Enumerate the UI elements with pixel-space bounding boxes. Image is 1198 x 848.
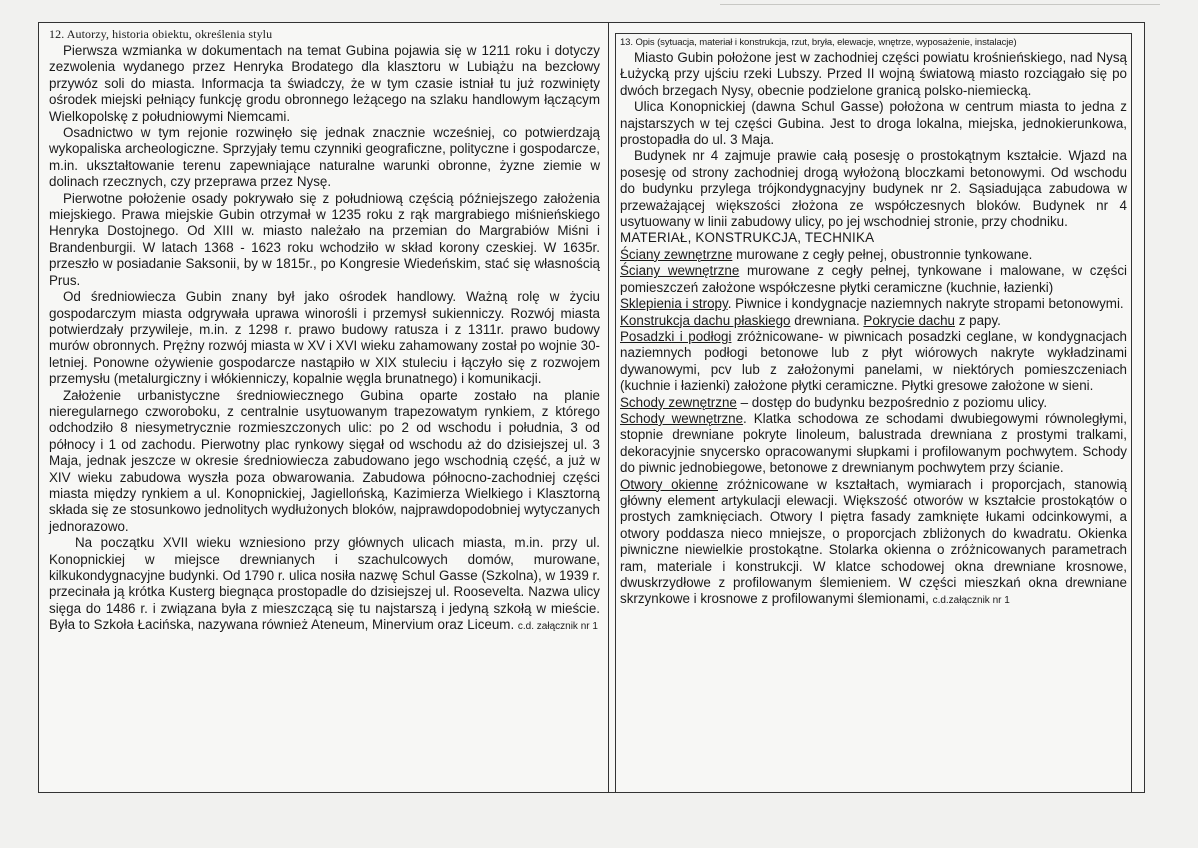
material-item (620, 329, 1127, 395)
material-text: zróżnicowane w kształtach, wymiarach i proporcjach, stanowią główny element artykulacji elewacji. Większość otworów w kształcie prostokątów o prostych zamknięciach. Otwory I piętra fasady zamknięte łukami odcinkowymi, a otwory poddasza nieco mniejsze, o proporcjach zbliżonych do kwadratu. Okienka piwniczne niewielkie prostokątne. Stolarka okienna o zróżnicowanych parametrach ram, materiale i konstrukcji. W klatce schodowej okna drewniane krosnowe, dwuskrzydłowe z profilowanym ślemieniem. W części mieszkań okna drewniane skrzynkowe i krosnowe z profilowanymi ślemionami, (620, 476, 1127, 607)
material-text: zróżnicowane- w piwnicach posadzki ceglane, w kondygnacjach naziemnych podłogi betonowe lub z płyt wiórowych nakryte wykładzinami dywanowymi, pcv lub z założonymi panelami, w niektórych pomieszczeniach (kuchnie i łazienki) założone płytki ceramiczne. Płytki gresowe założone w sieni. (620, 328, 1128, 394)
history-paragraph: Założenie urbanistyczne średniowiecznego Gubina oparte zostało na planie nieregularnego czworoboku, z centralnie usytuowanym trapezowatym rynkiem, z którego odchodziło 8 niesymetrycznie rozmieszczonych ulic: po 2 od wschodu i południa, 3 od północy i 1 od zachodu. Pierwotny plac rynkowy sięgał od wschodu aż do dzisiejszej ul. 3 Maja, jednak jeszcze w okresie średniowiecza zabudowano jego wschodnią część, a już w XIV wieku zabudowa wyszła poza obwarowania. Zabudowa północno-zachodniej części miasta między rynkiem a ul. Konopnickiej, Jagiellońską, Kazimierza Wielkiego i Klasztorną składa się ze stosunkowo jednolitych wydłużonych bloków, najprawdopodobniej wytyczanych jednorazowo. (49, 387, 600, 534)
material-term: Ściany zewnętrzne (620, 246, 733, 262)
material-term: Ściany wewnętrzne (620, 263, 740, 279)
material-item (620, 395, 1127, 411)
material-text: murowane z cegły pełnej, tynkowane i malowane, w części pomieszczeń założone współczesne płytki ceramiczne (kuchnie, łazienki) (620, 263, 1127, 295)
material-text: z papy. (954, 312, 1001, 328)
material-term: Posadzki i podłogi (620, 328, 732, 344)
material-item (620, 296, 1127, 312)
material-item (620, 313, 1127, 329)
material-text: . Piwnice i kondygnacje naziemnych nakryte stropami betonowymi. (727, 296, 1124, 312)
history-paragraph: Od średniowiecza Gubin znany był jako ośrodek handlowy. Ważną rolę w życiu gospodarczym miasta odgrywała uprawa winorośli i przemysł sukienniczy. Rozwój miasta potwierdzały przywileje, m.in. z 1298 r. prawo budowy ratusza i z 1311r. prawo budowy murów obronnych. Prężny rozwój miasta w XV i XVI wieku zahamowany został po wojnie 30-letniej. Ponowne ożywienie gospodarcze nastąpiło w XIX stuleciu i łączyło się z rozwojem przemysłu (metalurgiczny i włókienniczy, kopalnie węgla brunatnego) i komunikacji. (49, 289, 600, 387)
section-12-heading: 12. Autorzy, historia obiektu, określenia stylu (49, 27, 273, 41)
material-term: Pokrycie dachu (863, 312, 955, 328)
material-term: Otwory okienne (620, 476, 718, 492)
material-item (620, 411, 1127, 477)
description-paragraph: Budynek nr 4 zajmuje prawie całą posesję o prostokątnym kształcie. Wjazd na posesję od strony zachodniej drogą wyłożoną bloczkami betonowymi. Od wschodu do budynku przylega trójkondygnacyjny budynek nr 2. Sąsiadująca zabudowa w przeważającej większości złożona ze współczesnych bloków. Budynek nr 4 usytuowany w linii zabudowy ulicy, po jej wschodniej stronie, przy chodniku. (620, 148, 1127, 230)
section-13-description (609, 23, 1144, 792)
continued-note: c.d. załącznik nr 1 (517, 621, 598, 633)
material-term: Schody wewnętrzne (620, 410, 744, 426)
history-paragraph: Osadnictwo w tym rejonie rozwinęło się jednak znacznie wcześniej, co potwierdzają wykopaliska archeologiczne. Sprzyjały temu czynniki geograficzne, polityczne i gospodarcze, m.in. ukształtowanie terenu zapewniające naturalne warunki obronne, żyzne ziemie w dolinach rzecznych, czy przeprawa przez Nysę. (49, 125, 600, 190)
material-text: – dostęp do budynku bezpośrednio z poziomu ulicy. (736, 394, 1048, 410)
description-paragraph: Ulica Konopnickiej (dawna Schul Gasse) położona w centrum miasta to jedna z najstarszych w tej części Gubina. Jest to droga lokalna, miejska, jednokierunkowa, prostopadła do ul. 3 Maja. (620, 99, 1127, 148)
material-term: Konstrukcja dachu płaskiego (620, 312, 791, 328)
material-term: Sklepienia i stropy (620, 296, 728, 312)
scan-edge-line (720, 4, 1160, 5)
material-item (620, 247, 1127, 263)
material-text: drewniana. (790, 312, 864, 328)
history-paragraph: Pierwotne położenie osady pokrywało się z południową częścią późniejszego założenia miejskiego. Prawa miejskie Gubin otrzymał w 1235 roku z rąk margrabiego miśnieńskiego Henryka Dostojnego. Od XIII w. miasto należało na przemian do Margrabiów Miśni i Brandenburgii. W latach 1368 - 1623 roku wchodziło w skład korony czeskiej. W 1635r. przeszło w posiadanie Saksonii, by w 1815r., po Kongresie Wiedeńskim, stać się własnością Prus. (49, 190, 600, 288)
section-12-history (39, 23, 609, 792)
history-paragraph-text: Na początku XVII wieku wzniesiono przy głównych ulicach miasta, m.in. przy ul. Konopnickiej w miejsce drewnianych i szachulcowych domów, murowane, kilkukondygnacyjne budynki. Od 1790 r. ulica nosiła nazwę Schul Gasse (Szkolna), w 1939 r. przecinała ją krótka Kusterg biegnąca prostopadle do dzisiejszej ul. Roosevelta. Nazwa ulicy sięga do 1486 r. i związana była z mieszczącą się tu najstarszą i jedyną szkołą w mieście. Była to Szkoła Łacińska, nazywana również Ateneum, Minervium oraz Liceum. (49, 535, 600, 633)
description-paragraph: Miasto Gubin położone jest w zachodniej części powiatu krośnieńskiego, nad Nysą Łużycką przy ujściu rzeki Lubszy. Przed II wojną światową miasto rozciągało się po dwóch brzegach Nysy, obecnie podzielone granicą polsko-niemiecką. (620, 50, 1127, 98)
continued-note: c.d.załącznik nr 1 (932, 595, 1010, 607)
form-frame (38, 22, 1145, 793)
material-item (620, 477, 1127, 610)
section-13-box (615, 33, 1132, 792)
material-text: murowane z cegły pełnej, obustronnie tynkowane. (732, 246, 1033, 262)
history-paragraph: Pierwsza wzmianka w dokumentach na temat Gubina pojawia się w 1211 roku i dotyczy zezwolenia wydanego przez Henryka Brodatego dla klasztoru w Lubiążu na bezcłowy przywóz soli do miasta. Informacja ta świadczy, że w tym czasie istniał tu już rozwinięty ośrodek miejski pełniący funkcję grodu obronnego leżącego na szlaku handlowym łączącym Wielkopolskę z południowymi Niemcami. (49, 43, 600, 124)
material-term: Schody zewnętrzne (620, 394, 737, 410)
materials-heading: MATERIAŁ, KONSTRUKCJA, TECHNIKA (620, 230, 875, 246)
material-text: . Klatka schodowa ze schodami dwubiegowymi równoległymi, stopnie drewniane pokryte linoleum, balustrada drewniana z prostymi tralkami, dekoracyjnie snycersko opracowanymi słupkami i profilowanym pochwytem. Schody do piwnic jednobiegowe, betonowe z drewnianym pochwytem przy ścianie. (620, 410, 1127, 476)
material-item (620, 263, 1127, 296)
history-paragraph-last (49, 535, 600, 635)
section-13-heading: 13. Opis (sytuacja, materiał i konstrukcja, rzut, bryła, elewacje, wnętrze, wyposażenie, instalacje) (620, 37, 1017, 48)
